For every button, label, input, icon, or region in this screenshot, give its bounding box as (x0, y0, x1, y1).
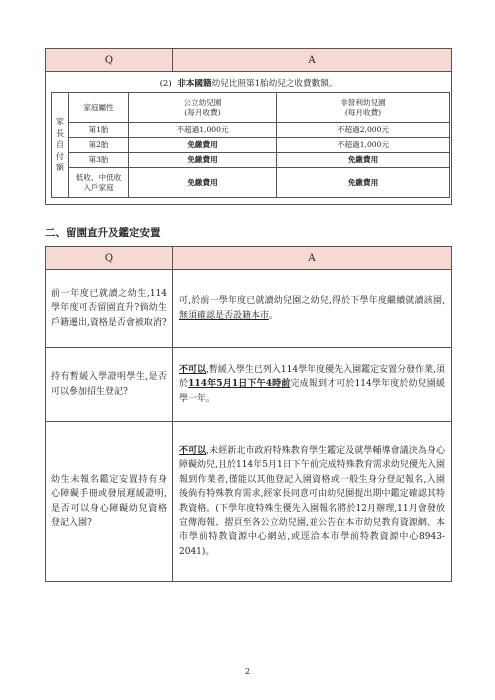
fee-public: 免繳費用 (129, 138, 277, 153)
fee-table (51, 92, 450, 198)
fee-public: 免繳費用 (129, 168, 277, 198)
fee-nonprofit: 免繳費用 (277, 153, 450, 168)
header-q: Q (46, 49, 173, 72)
fee-type: 第3胎 (69, 153, 129, 168)
fee-row (52, 138, 450, 153)
col-public: 公立幼兒園 (每月收費) (129, 93, 277, 123)
question: 持有暫緩入學證明學生,是否可以參加招生登記? (46, 348, 173, 422)
col-nonprofit: 非營利幼兒園 (每月收費) (277, 93, 450, 123)
fee-public: 免繳費用 (129, 153, 277, 168)
side-label: 家 長 自 付 額 (52, 93, 69, 198)
fee-nonprofit: 不超過2,000元 (277, 123, 450, 138)
fee-row (52, 168, 450, 198)
answer: 可,於前一學年度已就讀幼兒園之幼兒,得於下學年度繼續就讀該園,無須確認是否設籍本市。 (173, 270, 452, 348)
fee-type: 第1胎 (69, 123, 129, 138)
header-q: Q (46, 247, 173, 270)
qa-row (46, 270, 452, 348)
fee-public: 不超過1,000元 (129, 123, 277, 138)
fee-subtitle: (2) 非本國籍幼兒比照第1胎幼兒之收費數額。 (159, 79, 338, 89)
answer: 不可以,暫緩入學生已列入114學年度優先入園鑑定安置分發作業,須於114年5月1日下午4時前完成報到才可於114學年度於幼兒園緩學一年。 (173, 348, 452, 422)
fee-row (52, 153, 450, 168)
header-a: A (173, 247, 452, 270)
fee-answer-cell (46, 72, 452, 205)
enrollment-qa-table (45, 246, 452, 582)
question: 前一年度已就讀之幼生,114學年度可否留園直升?倘幼生戶籍遷出,資格是否會被取消? (46, 270, 173, 348)
qa-row (46, 422, 452, 582)
col-type: 家庭屬性 (69, 93, 129, 123)
header-a: A (173, 49, 452, 72)
page-number: 2 (244, 667, 251, 676)
fee-row (52, 123, 450, 138)
qa-row (46, 348, 452, 422)
fee-type: 低收、中低收 入戶家庭 (69, 168, 129, 198)
fee-nonprofit: 免繳費用 (277, 168, 450, 198)
question: 幼生未報名鑑定安置持有身心障礙手冊或發展遲緩證明,是否可以身心障礙幼兒資格登記入園? (46, 422, 173, 582)
section-title: 二、留園直升及鑑定安置 (45, 227, 161, 239)
fee-type: 第2胎 (69, 138, 129, 153)
answer: 不可以,未經新北市政府特殊教育學生鑑定及就學輔導會議決為身心障礙幼兒,且於114年5月1日下午前完成特殊教育需求幼兒優先入園報到作業者,僅能以其他登記入園資格或一般生身分登記報名,入園後倘有特殊教育需求,經家長同意可由幼兒園提出期中鑑定確認其特教資格。(下學年度特殊生優先入園報名將於12月辦理,11月會發放宣傳海報、摺頁至各公立幼兒園,並公告在本市幼兒教育資源網、本市學前特教資源中心網站,或逕洽本市學前特教資源中心8943-2041)。 (173, 422, 452, 582)
fee-qa-table (45, 48, 452, 205)
fee-nonprofit: 不超過1,000元 (277, 138, 450, 153)
